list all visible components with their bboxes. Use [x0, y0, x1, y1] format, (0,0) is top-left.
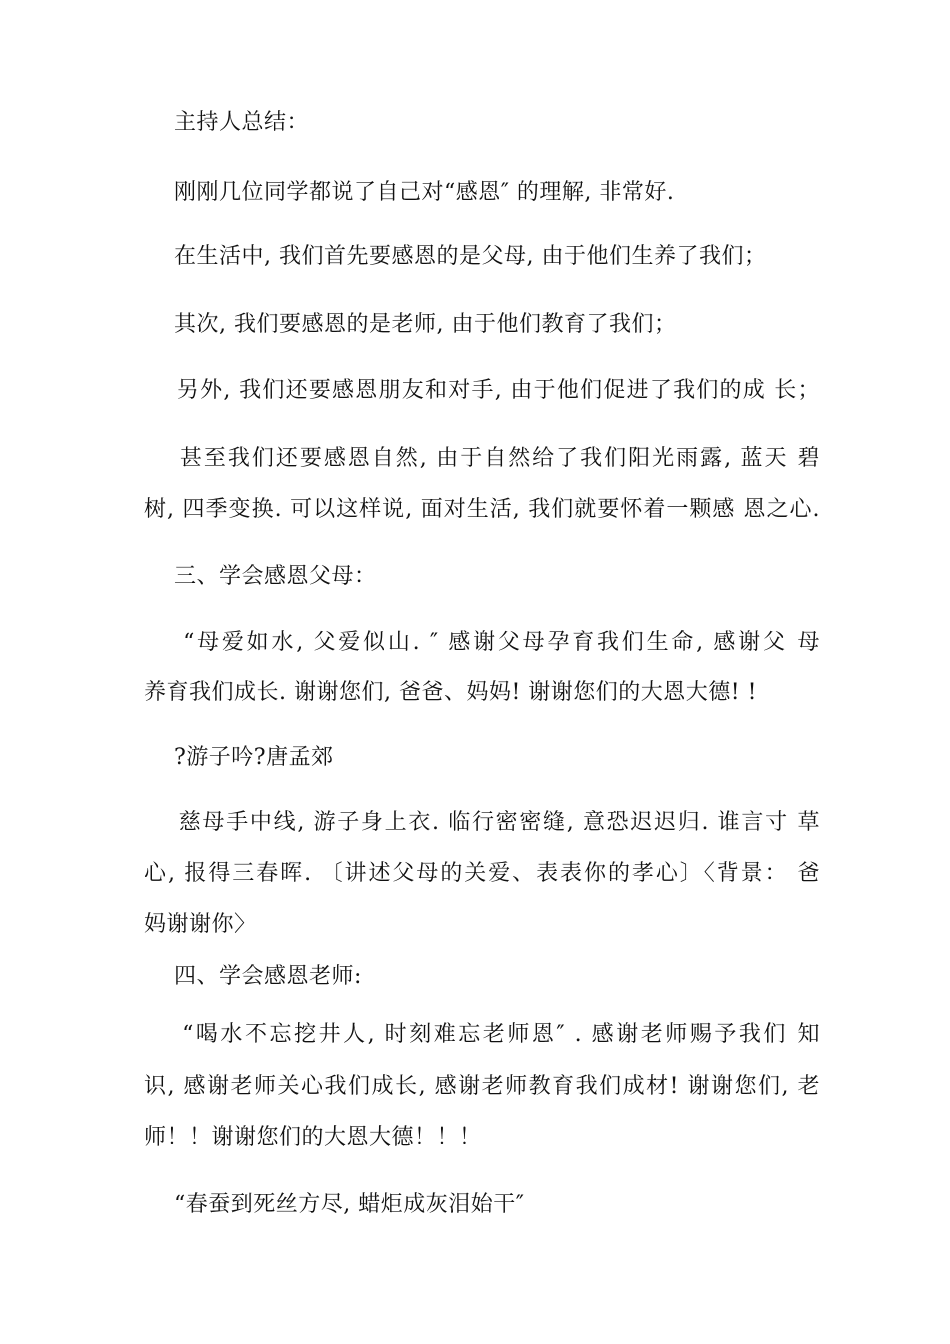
poem-title: ?游子吟?唐孟郊 [144, 745, 334, 770]
paragraph-line: 另外, 我们还要感恩朋友和对手, 由于他们促进了我们的成 长； [144, 378, 820, 403]
paragraph-line: 养育我们成长. 谢谢您们, 爸爸、妈妈! 谢谢您们的大恩大德! ! [144, 680, 757, 705]
quote-line: “春蚕到死丝方尽, 蜡炬成灰泪始干″ [144, 1192, 525, 1217]
host-summary-heading: 主持人总结： [144, 110, 309, 135]
paragraph-line: 在生活中, 我们首先要感恩的是父母, 由于他们生养了我们； [144, 244, 767, 269]
section-heading-teachers: 四、学会感恩老师: [144, 964, 362, 989]
poem-line: 心, 报得三春晖. 〔讲述父母的关爱、表表你的孝心〕〈背景： 爸 [144, 861, 820, 886]
poem-line: 慈母手中线, 游子身上衣. 临行密密缝, 意恐迟迟归. 谁言寸 草 [144, 810, 820, 835]
section-heading-parents: 三、学会感恩父母： [144, 564, 377, 589]
paragraph-line: 树, 四季变换. 可以这样说, 面对生活, 我们就要怀着一颗感 恩之心. [144, 497, 820, 522]
paragraph-line: 甚至我们还要感恩自然, 由于自然给了我们阳光雨露, 蓝天 碧 [144, 446, 820, 471]
paragraph-line: 刚刚几位同学都说了自己对“感恩″ 的理解, 非常好. [144, 180, 675, 205]
paragraph-line: “母爱如水, 父爱似山. ″ 感谢父母孕育我们生命, 感谢父 母 [144, 630, 820, 655]
paragraph-line: 其次, 我们要感恩的是老师, 由于他们教育了我们； [144, 312, 677, 337]
paragraph-line: “喝水不忘挖井人, 时刻难忘老师恩″ . 感谢老师赐予我们 知 [144, 1022, 820, 1047]
poem-line: 妈谢谢你〉 [144, 912, 257, 937]
paragraph-line: 识, 感谢老师关心我们成长, 感谢老师教育我们成材! 谢谢您们, 老 [144, 1074, 820, 1099]
paragraph-line: 师！！谢谢您们的大恩大德！！！ [144, 1125, 482, 1150]
